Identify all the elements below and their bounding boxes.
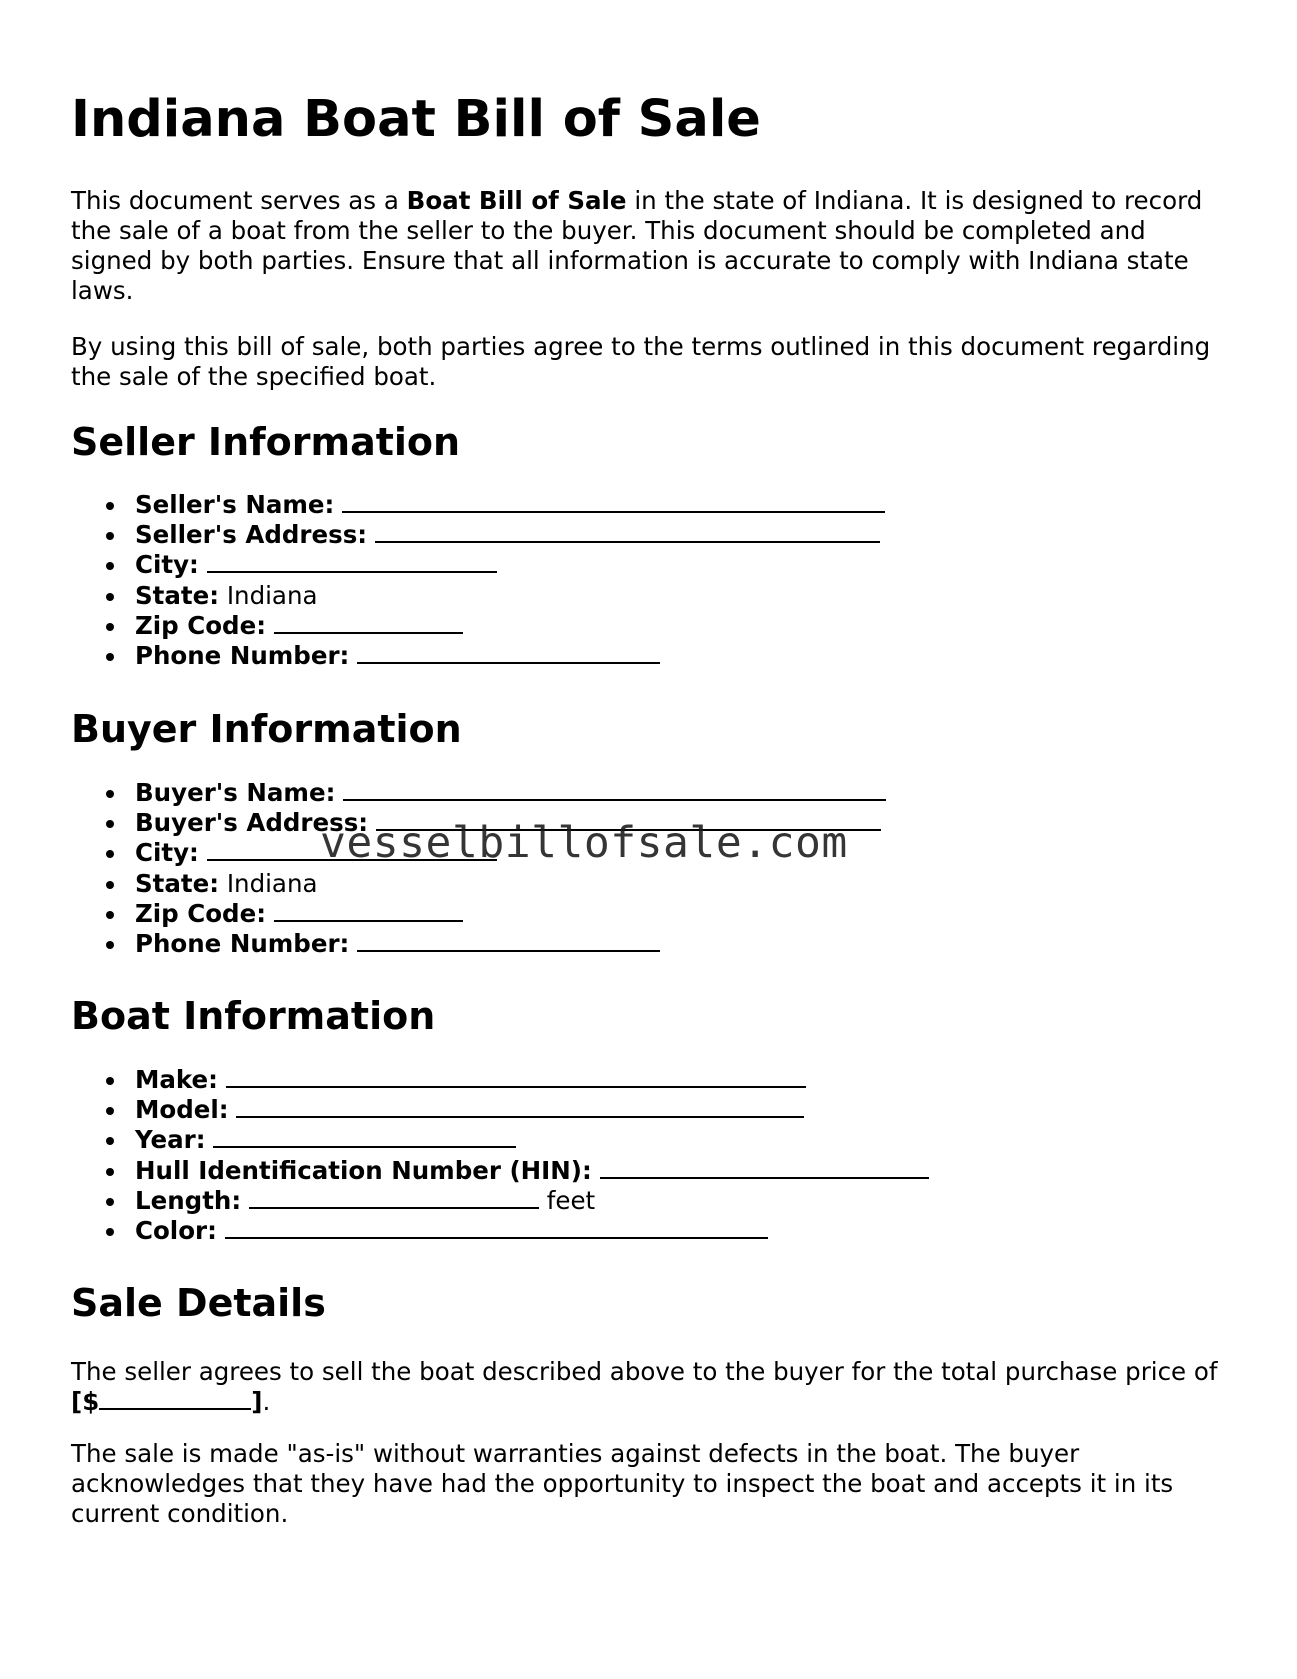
seller-phone-field[interactable] xyxy=(357,642,660,664)
buyer-zip-field[interactable] xyxy=(274,900,463,922)
seller-name-label: Seller's Name: xyxy=(135,490,335,519)
intro-text-a: This document serves as a xyxy=(71,186,407,215)
boat-hin-field[interactable] xyxy=(600,1157,929,1179)
sale-text-d: . xyxy=(262,1387,271,1416)
seller-phone-item xyxy=(106,641,885,671)
buyer-state-item xyxy=(106,869,886,899)
seller-state-value: Indiana xyxy=(226,580,318,610)
seller-city-label: City: xyxy=(135,550,199,580)
boat-hin-label: Hull Identification Number (HIN): xyxy=(135,1155,592,1185)
boat-year-label: Year: xyxy=(135,1125,206,1155)
boat-hin-item xyxy=(106,1156,929,1186)
boat-year-item xyxy=(106,1125,929,1155)
boat-length-item xyxy=(106,1186,929,1216)
boat-heading: Boat Information xyxy=(71,994,436,1038)
boat-length-label: Length: xyxy=(135,1185,242,1215)
sale-price-blank[interactable] xyxy=(99,1388,251,1410)
buyer-name-label: Buyer's Name: xyxy=(135,778,336,807)
seller-address-field[interactable] xyxy=(375,521,880,543)
boat-year-field[interactable] xyxy=(213,1126,516,1148)
buyer-heading: Buyer Information xyxy=(71,707,462,751)
seller-zip-label: Zip Code: xyxy=(135,610,266,640)
seller-name-item xyxy=(106,490,885,520)
intro-text-bold: Boat Bill of Sale xyxy=(406,186,627,215)
seller-list xyxy=(106,490,885,671)
boat-make-label: Make: xyxy=(135,1065,218,1094)
boat-make-item xyxy=(106,1065,929,1095)
page-title: Indiana Boat Bill of Sale xyxy=(71,90,761,149)
seller-address-item xyxy=(106,520,885,550)
buyer-phone-label: Phone Number: xyxy=(135,929,350,959)
buyer-address-label: Buyer's Address: xyxy=(135,808,369,838)
buyer-phone-field[interactable] xyxy=(357,930,660,952)
buyer-city-label: City: xyxy=(135,838,199,868)
sale-price-open: [$ xyxy=(71,1387,100,1416)
sale-price-paragraph xyxy=(71,1357,1241,1417)
seller-state-label: State: xyxy=(135,580,220,610)
intro-paragraph-1 xyxy=(71,186,1231,306)
sale-price-field[interactable] xyxy=(71,1387,262,1416)
sale-price-close: ] xyxy=(251,1387,263,1416)
seller-zip-field[interactable] xyxy=(274,612,463,634)
seller-phone-label: Phone Number: xyxy=(135,641,350,671)
seller-city-field[interactable] xyxy=(207,551,497,573)
seller-zip-item xyxy=(106,611,885,641)
boat-length-field[interactable] xyxy=(249,1187,539,1209)
boat-color-label: Color: xyxy=(135,1216,217,1246)
buyer-zip-label: Zip Code: xyxy=(135,898,266,928)
watermark: vesselbillofsale.com xyxy=(320,818,848,868)
boat-color-field[interactable] xyxy=(225,1217,768,1239)
sale-text-a: The seller agrees to sell the boat described above to the buyer for the total purchase price of xyxy=(71,1357,1218,1386)
boat-model-item xyxy=(106,1095,929,1125)
buyer-state-label: State: xyxy=(135,868,220,898)
seller-name-field[interactable] xyxy=(342,491,885,513)
buyer-state-value: Indiana xyxy=(226,868,318,898)
seller-address-label: Seller's Address: xyxy=(135,520,368,550)
intro-paragraph-2: By using this bill of sale, both parties agree to the terms outlined in this document regarding the sale of the specified boat. xyxy=(71,332,1211,391)
boat-make-field[interactable] xyxy=(226,1066,806,1088)
boat-model-label: Model: xyxy=(135,1095,229,1125)
seller-state-item xyxy=(106,581,885,611)
buyer-list xyxy=(106,778,886,959)
boat-model-field[interactable] xyxy=(236,1096,804,1118)
intro-text-c: in the state of Indiana. It is designed to record the sale of a boat from the seller to the buyer. This document should be completed and signed by both parties. Ensure that all information is accurate to comply with Indiana state laws. xyxy=(71,186,1203,305)
sale-heading: Sale Details xyxy=(71,1281,326,1325)
boat-length-unit: feet xyxy=(546,1185,596,1215)
buyer-phone-item xyxy=(106,929,886,959)
boat-list xyxy=(106,1065,929,1246)
boat-color-item xyxy=(106,1216,929,1246)
buyer-name-item xyxy=(106,778,886,808)
seller-heading: Seller Information xyxy=(71,420,461,464)
buyer-zip-item xyxy=(106,899,886,929)
buyer-name-field[interactable] xyxy=(343,779,886,801)
seller-city-item xyxy=(106,550,885,580)
sale-as-is-paragraph: The sale is made "as-is" without warranties against defects in the boat. The buyer acknowledges that they have had the opportunity to inspect the boat and accepts it in its current condition. xyxy=(71,1439,1174,1528)
